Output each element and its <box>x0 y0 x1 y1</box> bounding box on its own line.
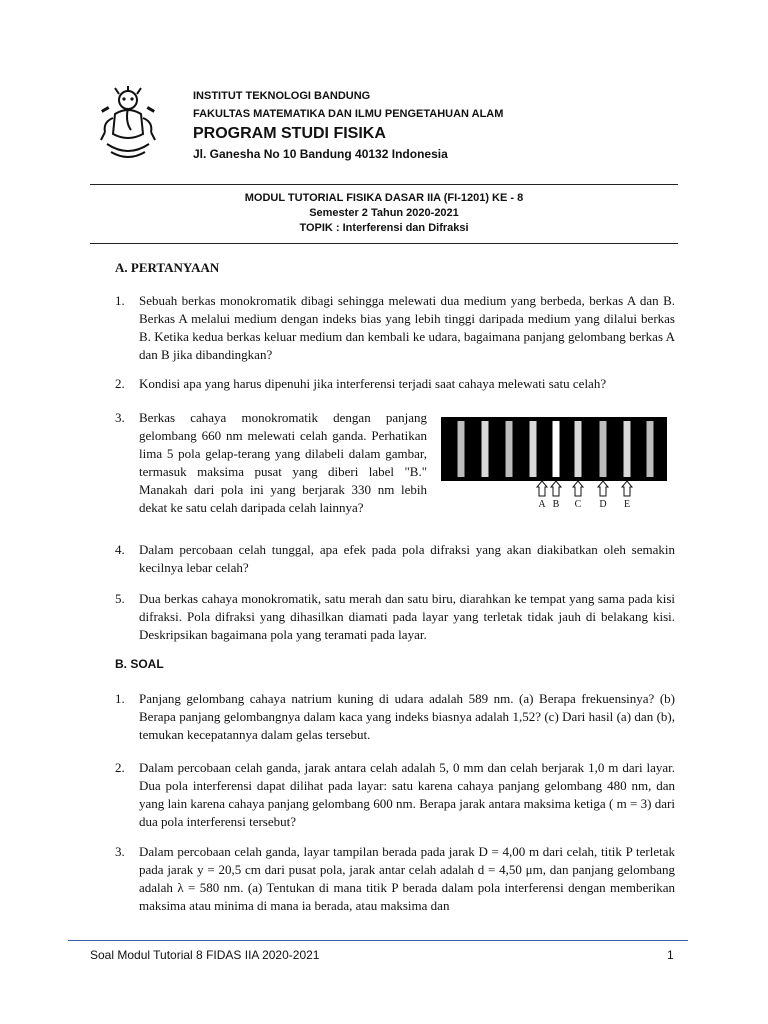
problem-3 <box>115 843 675 915</box>
page-number: 1 <box>667 948 674 962</box>
fringe-bar <box>647 421 654 477</box>
problem-2 <box>115 759 675 831</box>
question-text: Berkas cahaya monokromatik dengan panjang gelombang 660 nm melewati celah ganda. Perhatikan lima 5 pola gelap-terang yang dilabeli dalam gambar, termasuk maksima pusat yang diberi label "B." Manakah dari pola ini yang berjarak 330 nm lebih dekat ke satu celah daripada celah lainnya? <box>139 410 427 515</box>
question-number: 3. <box>115 410 125 425</box>
fringe-bar <box>506 421 513 477</box>
problem-text: Dalam percobaan celah ganda, layar tampilan berada pada jarak D = 4,00 m dari celah, titik P terletak pada jarak y = 20,5 cm dari pusat pola, jarak antar celah adalah d = 4,50 μm, dan panjang gelombang adalah λ = 580 nm. (a) Tentukan di mana titik P berada dalam pola interferensi dengan memberikan maksima atau minima di mana ia berada, atau maksima dan <box>139 844 675 913</box>
faculty-name: FAKULTAS MATEMATIKA DAN ILMU PENGETAHUAN ALAM <box>193 108 504 120</box>
question-3 <box>115 409 427 517</box>
module-semester: Semester 2 Tahun 2020-2021 <box>309 207 459 219</box>
fringe-label-e: E <box>623 499 631 510</box>
question-4 <box>115 541 675 577</box>
module-title: MODUL TUTORIAL FISIKA DASAR IIA (FI-1201) KE - 8 <box>244 192 524 204</box>
question-1 <box>115 292 675 364</box>
fringe-bar <box>530 421 537 477</box>
question-number: 5. <box>115 591 125 606</box>
module-topic: TOPIK : Interferensi dan Difraksi <box>299 222 469 234</box>
up-arrow-icon <box>598 481 608 496</box>
fringe-bar <box>482 421 489 477</box>
header-bottom-rule <box>90 243 678 244</box>
interference-pattern-figure <box>441 417 667 528</box>
question-number: 4. <box>115 542 125 557</box>
up-arrow-icon <box>622 481 632 496</box>
problem-1 <box>115 690 675 744</box>
question-number: 2. <box>115 376 125 391</box>
footer-rule <box>68 940 688 941</box>
fringe-bar <box>458 421 465 477</box>
fringe-label-a: A <box>538 499 546 510</box>
up-arrow-icon <box>537 481 547 496</box>
fringe-bar <box>575 421 582 477</box>
fringe-bar <box>553 421 560 477</box>
question-5 <box>115 590 675 644</box>
question-text: Sebuah berkas monokromatik dibagi sehingga melewati dua medium yang berbeda, berkas A dan B. Berkas A melalui medium dengan indeks bias yang lebih tinggi daripada medium yang dilalui berkas B. Ketika kedua berkas keluar medium dan kembali ke udara, bagaimana panjang gelombang berkas A dan B jika dibandingkan? <box>139 293 675 362</box>
question-text: Dua berkas cahaya monokromatik, satu merah dan satu biru, diarahkan ke tempat yang sama pada kisi difraksi. Pola difraksi yang dihasilkan diamati pada layar yang terletak tidak jauh di belakang kisi. Deskripsikan bagaimana pola yang teramati pada layar. <box>139 591 675 642</box>
fringe-bar <box>600 421 607 477</box>
fringe-label-b: B <box>552 499 560 510</box>
header-top-rule <box>90 184 678 185</box>
section-a-title: A. PERTANYAAN <box>115 260 220 275</box>
fringe-label-c: C <box>574 499 582 510</box>
institution-name: INSTITUT TEKNOLOGI BANDUNG <box>193 90 371 102</box>
problem-number: 3. <box>115 844 125 859</box>
fringe-label-d: D <box>599 499 607 510</box>
up-arrow-icon <box>573 481 583 496</box>
problem-text: Dalam percobaan celah ganda, jarak antara celah adalah 5, 0 mm dan celah berjarak 1,0 m dari layar. Dua pola interferensi dapat dilihat pada layar: satu karena cahaya panjang gelombang 480 nm, dan yang lain karena cahaya panjang gelombang 600 nm. Berapa jarak antara maksima ketiga ( m = 3) dari dua pola interferensi tersebut? <box>139 760 675 829</box>
itb-ganesha-logo <box>97 84 159 164</box>
question-number: 1. <box>115 293 125 308</box>
module-header <box>90 191 678 236</box>
program-name: PROGRAM STUDI FISIKA <box>193 125 386 142</box>
institution-address: Jl. Ganesha No 10 Bandung 40132 Indonesia <box>193 147 448 161</box>
footer-title: Soal Modul Tutorial 8 FIDAS IIA 2020-2021 <box>90 948 320 962</box>
fringe-bar <box>624 421 631 477</box>
institution-header <box>193 87 503 163</box>
problem-number: 2. <box>115 760 125 775</box>
problem-text: Panjang gelombang cahaya natrium kuning di udara adalah 589 nm. (a) Berapa frekuensinya? (b) Berapa panjang gelombangnya dalam kaca yang indeks biasnya adalah 1,52? (c) Dari hasil (a) dan (b), temukan kecepatannya dalam gelas tersebut. <box>139 691 675 742</box>
section-b-title: B. SOAL <box>115 657 164 671</box>
question-text: Kondisi apa yang harus dipenuhi jika interferensi terjadi saat cahaya melewati satu celah? <box>139 376 607 391</box>
question-text: Dalam percobaan celah tunggal, apa efek pada pola difraksi yang akan diakibatkan oleh semakin kecilnya lebar celah? <box>139 542 675 575</box>
up-arrow-icon <box>551 481 561 496</box>
question-2 <box>115 375 675 393</box>
problem-number: 1. <box>115 691 125 706</box>
